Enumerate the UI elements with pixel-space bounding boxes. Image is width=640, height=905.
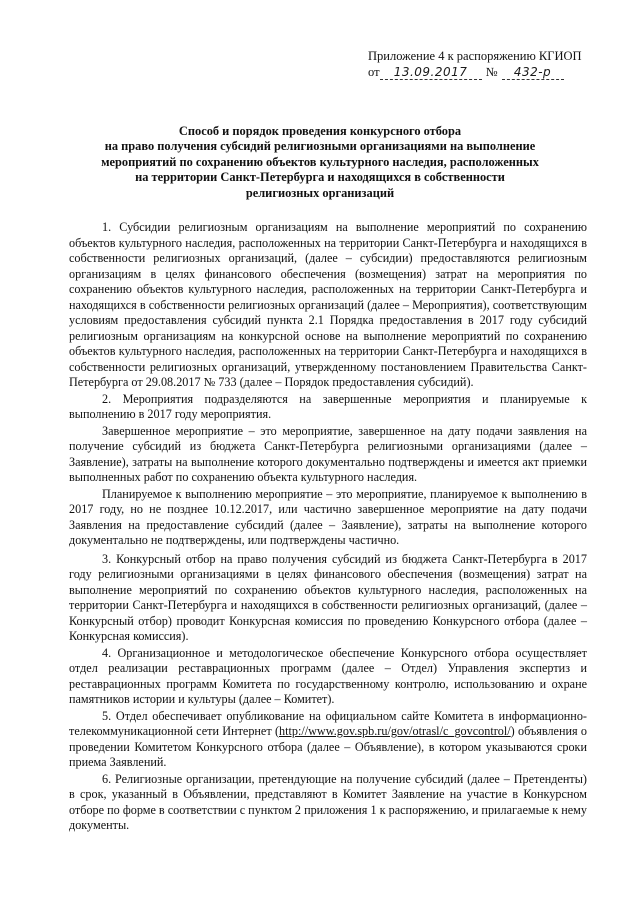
from-label: от [368,65,380,79]
paragraph-6: 4. Организационное и методологическое обеспечение Конкурсного отбора осуществляет отдел реализации реставрационных программ (далее – Отдел) Управления экспертиз и реставрационных программ Комитета по государственному контролю, использованию и охране памятников истории и культуры (далее – Комитет). [69,645,587,706]
handwritten-date: 13.09.2017 [380,65,482,80]
handwritten-number: 432-р [502,65,564,80]
document-title [100,124,540,201]
paragraph-7 [69,709,587,771]
paragraph-3: Завершенное мероприятие – это мероприятие, завершенное на дату подачи заявления на получение субсидий из бюджета Санкт-Петербурга религиозными организациями (далее – Заявление), затраты на выполнение которого документально подтверждены и имеется акт приемки выполненных работ по сохранению объекта культурного наследия. [69,423,587,484]
paragraph-8: 6. Религиозные организации, претендующие на получение субсидий (далее – Претенденты) в срок, указанный в Объявлении, представляют в Комитет Заявление на участие в Конкурсном отборе по форме в соответствии с пунктом 2 приложения 1 к распоряжению, и прилагаемые к нему документы. [69,771,587,832]
title-line-1: Способ и порядок проведения конкурсного отбора [178,124,462,138]
website-link[interactable]: http://www.gov.spb.ru/gov/otrasl/c_govcontrol/ [279,724,511,738]
paragraph-4: Планируемое к выполнению мероприятие – это мероприятие, планируемое к выполнению в 2017 году, но не позднее 10.12.2017, или частично завершенное мероприятие на дату подачи Заявления на предоставление субсидий (далее – Заявление), затраты на выполнение которого документально не подтверждены, или подтверждены частично. [69,486,587,547]
number-label: № [485,65,498,79]
paragraph-2: 2. Мероприятия подразделяются на завершенные мероприятия и планируемые к выполнению в 2017 году мероприятия. [69,391,587,421]
title-line-4: на территории Санкт-Петербурга и находящихся в собственности [135,170,505,185]
paragraph-1: 1. Субсидии религиозным организациям на выполнение мероприятий по сохранению объектов культурного наследия, расположенных на территории Санкт-Петербурга и находящихся в собственности религиозных организаций, (далее – субсидии) предоставляются религиозным организациям в целях финансового обеспечения (возмещения) затрат на мероприятия по сохранению объектов культурного наследия, расположенных на территории Санкт-Петербурга и находящихся в собственности религиозных организаций (далее – Мероприятия), соответствующим условиям предоставления субсидий пункта 2.1 Порядка предоставления в 2017 году субсидий религиозным организациям на конкурсной основе на выполнение мероприятий по сохранению объектов культурного наследия, расположенных на территории Санкт-Петербурга и находящихся в собственности религиозных организаций, утвержденному постановлением Правительства Санкт-Петербурга от 29.08.2017 № 733 (далее – Порядок предоставления субсидий). [69,220,587,389]
paragraph-7-end: ) объявления о проведении Комитетом Конкурсного отбора (далее – Объявление), в котором указываются сроки приема Заявлений. [69,724,587,769]
paragraph-7-start: 5. Отдел обеспечивает опубликование на официальном сайте Комитета в информационно-телекоммуникационной сети Интернет ( [69,708,587,738]
title-line-5: религиозных организаций [245,185,395,200]
annex-date-row [368,64,598,80]
paragraph-5: 3. Конкурсный отбор на право получения субсидий из бюджета Санкт-Петербурга в 2017 году религиозными организациями в целях финансового обеспечения (возмещения) затрат на выполнение мероприятий по сохранению объектов культурного наследия, расположенных на территории Санкт-Петербурга и находящихся в собственности религиозных организаций, (далее – Конкурсный отбор) проводит Конкурсная комиссия по проведению Конкурсного отбора (далее – Конкурсная комиссия). [69,551,587,643]
annex-line: Приложение 4 к распоряжению КГИОП [368,49,582,63]
document-body [69,220,587,835]
annex-header [368,48,598,80]
title-line-3: мероприятий по сохранению объектов культурного наследия, расположенных [101,154,539,169]
title-line-2: на право получения субсидий религиозными организациями на выполнение [104,139,536,154]
